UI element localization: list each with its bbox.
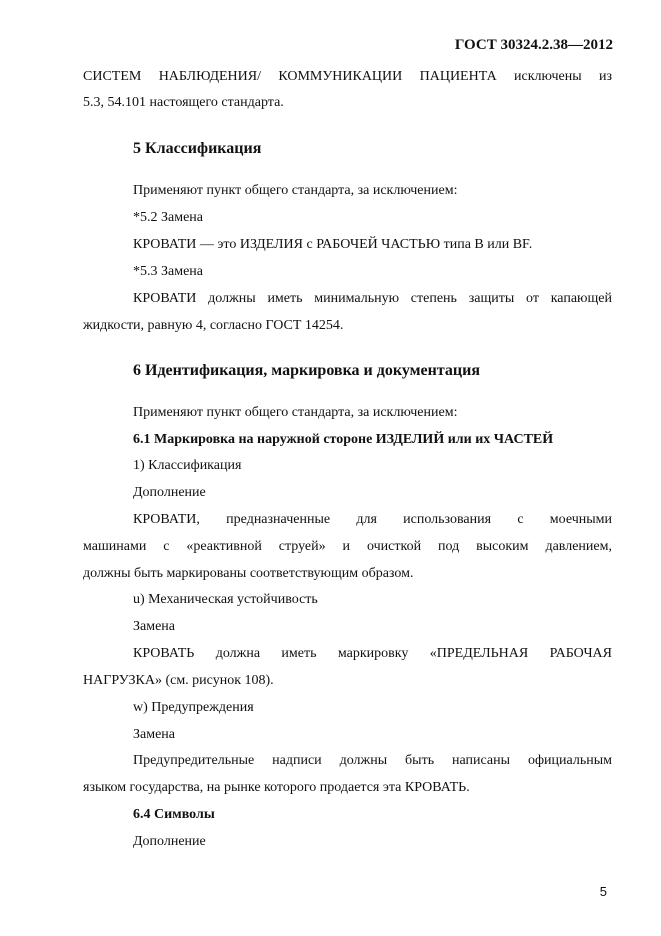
section-5-paragraph-5-line-2: жидкости, равную 4, согласно ГОСТ 14254. <box>83 318 344 333</box>
section-5-paragraph-1: Применяют пункт общего стандарта, за исключением: <box>133 183 458 198</box>
subsection-6-1-title: 6.1 Маркировка на наружной стороне ИЗДЕЛИЙ или их ЧАСТЕЙ <box>133 432 554 447</box>
page-header-standard: ГОСТ 30324.2.38—2012 <box>454 37 613 53</box>
item-w-type: Замена <box>133 727 176 742</box>
item-u-title: u) Механическая устойчивость <box>133 592 318 607</box>
item-w-title: w) Предупреждения <box>133 700 254 715</box>
intro-line-1: СИСТЕМ НАБЛЮДЕНИЯ/ КОММУНИКАЦИИ ПАЦИЕНТА исключены из <box>83 69 612 84</box>
item-u-text-line-2: НАГРУЗКА» (см. рисунок 108). <box>83 673 274 688</box>
section-5-title: 5 Классификация <box>133 140 262 157</box>
section-5-clause-5-2: *5.2 Замена <box>133 210 204 225</box>
item-1-type: Дополнение <box>133 485 206 500</box>
section-5-paragraph-3: КРОВАТИ — это ИЗДЕЛИЯ с РАБОЧЕЙ ЧАСТЬЮ типа B или BF. <box>133 237 533 252</box>
item-w-text-line-1: Предупредительные надписи должны быть написаны официальным <box>133 753 612 768</box>
item-w-text-line-2: языком государства, на рынке которого продается эта КРОВАТЬ. <box>83 780 470 795</box>
item-1-text-line-1: КРОВАТИ, предназначенные для использования с моечными <box>133 512 612 527</box>
intro-line-2: 5.3, 54.101 настоящего стандарта. <box>83 95 284 110</box>
subsection-6-4-title: 6.4 Символы <box>133 807 215 822</box>
section-5-clause-5-3: *5.3 Замена <box>133 264 204 279</box>
section-6-title: 6 Идентификация, маркировка и документация <box>133 362 480 379</box>
item-1-text-line-3: должны быть маркированы соответствующим образом. <box>83 566 414 581</box>
item-1-classification: 1) Классификация <box>133 458 242 473</box>
item-1-text-line-2: машинами с «реактивной струей» и очисткой под высоким давлением, <box>83 539 612 554</box>
page-number: 5 <box>599 884 607 899</box>
item-u-text-line-1: КРОВАТЬ должна иметь маркировку «ПРЕДЕЛЬНАЯ РАБОЧАЯ <box>133 646 612 661</box>
section-5-paragraph-5-line-1: КРОВАТИ должны иметь минимальную степень защиты от капающей <box>133 291 612 306</box>
item-u-type: Замена <box>133 619 176 634</box>
section-6-paragraph-1: Применяют пункт общего стандарта, за исключением: <box>133 405 458 420</box>
subsection-6-4-type: Дополнение <box>133 834 206 849</box>
